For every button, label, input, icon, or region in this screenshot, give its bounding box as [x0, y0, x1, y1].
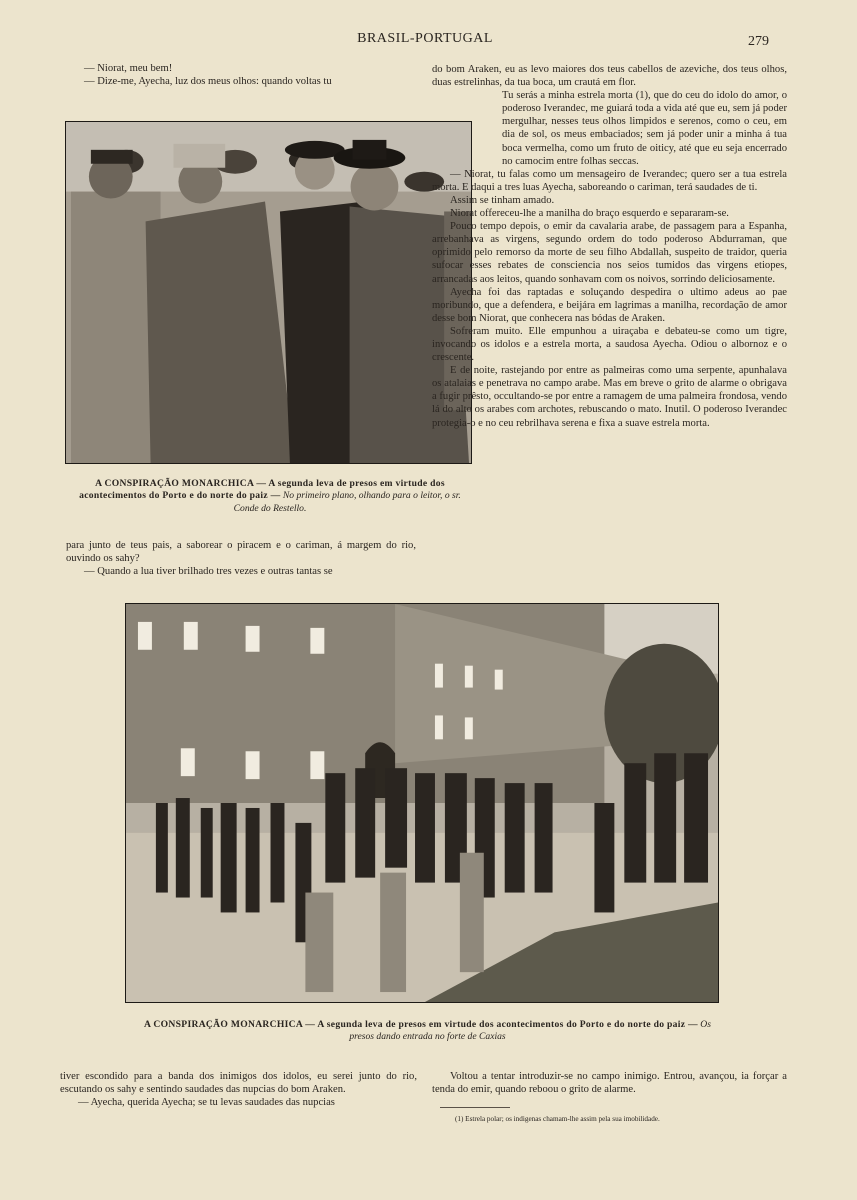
caption-italic: Os presos dando entrada no forte de Caxias [349, 1019, 711, 1043]
page-number: 279 [748, 34, 769, 49]
paragraph: — Dize-me, Ayecha, luz dos meus olhos: quando voltas tu [84, 76, 332, 88]
photo-caption-2 [140, 1019, 715, 1044]
paragraph: Sofreram muito. Elle empunhou a uiraçaba e debateu-se como um tigre, invocando os idolos e a estrela morta, a saudosa Ayecha. Odiou o albornoz e o crescente. [432, 325, 787, 364]
paragraph: — Niorat, tu falas como um mensageiro de Iverandec; quero ser a tua estrela morta. E daqui a tres luas Ayecha, saboreando o cariman, terá saudades de ti. [432, 168, 787, 193]
mid-left-text [66, 539, 416, 578]
photo-caption-1 [66, 478, 474, 515]
paragraph: Voltou a tentar introduzir-se no campo inimigo. Entrou, avançou, ia forçar a tenda do emir, quando reboou o grito de alarme. [432, 1071, 787, 1096]
caption-italic: No primeiro plano, olhando para o leitor, o sr. Conde do Restello. [233, 490, 461, 514]
bottom-right-text [432, 1070, 787, 1096]
paragraph: para junto de teus pais, a saborear o piracem e o cariman, á margem do rio, ouvindo os sahy? [66, 540, 416, 565]
bottom-left-text [60, 1070, 417, 1109]
photo-fort-caxias [125, 603, 719, 1003]
right-column-text [432, 63, 787, 430]
photo-prisoners-group [65, 121, 472, 464]
paragraph: Niorat offereceu-lhe a manilha do braço esquerdo e separaram-se. [450, 208, 729, 220]
paragraph: — Quando a lua tiver brilhado tres vezes e outras tantas se [84, 566, 333, 578]
footnote: (1) Estrela polar; os indigenas chamam-lhe assim pela sua imobilidade. [455, 1115, 660, 1123]
running-header: BRASIL-PORTUGAL [357, 31, 493, 46]
paragraph: E de noite, rastejando por entre as palmeiras como uma serpente, apunhalava os atalaias e penetrava no campo arabe. Mas em breve o grito de alarme o obrigava a fugir prêsto, occultando-se por entre a ramagem de uma palmeira frondosa, vendo lá do alto os arabes com archotes, rebuscando o mato. Inutil. O poderoso Iverandec protegia-o e no ceu rebrilhava serena e fixa a suave estrela morta. [432, 365, 787, 429]
paragraph: do bom Araken, eu as levo maiores dos teus cabellos de azeviche, dos teus olhos, duas estrelinhas, da tua boca, um crautá em flor. [432, 64, 787, 89]
paragraph: — Ayecha, querida Ayecha; se tu levas saudades das nupcias [78, 1097, 335, 1109]
paragraph: tiver escondido para a banda dos inimigos dos idolos, eu serei junto do rio, escutando os sahy e sentindo saudades das nupcias do bom Araken. [60, 1071, 417, 1096]
paragraph: — Niorat, meu bem! [84, 63, 173, 74]
footnote-rule [440, 1107, 510, 1108]
caption-lead: A CONSPIRAÇÃO MONARCHICA — A segunda leva de presos em virtude dos acontecimentos do Porto e do norte do paiz — [144, 1019, 698, 1030]
caption-lead: A CONSPIRAÇÃO MONARCHICA — A segunda leva de presos em virtude dos acontecimentos do Porto e do norte do paiz — [79, 478, 445, 502]
paragraph: Ayecha foi das raptadas e soluçando despedira o ultimo adeus ao pae moribundo, que a defendera, e beijára em lagrimas a manilha, recordação de amor desse bom Niorat, que conhecera nas bódas de Araken. [432, 286, 787, 324]
paragraph: Assim se tinham amado. [450, 194, 555, 206]
paragraph: Pouco tempo depois, o emir da cavalaria arabe, de passagem para a Espanha, arrebanhava as virgens, segundo ordem do todo poderoso Abdurraman, que oprimido pelo remorso da morte de seu filho Abdallah, suspeito de traidor, queria sufocar esses rebates de consciencia nos seios tumidos das virgens etiopes, arrancadas aos leitos, quando sonhavam com os noivos, sorrindo deliciosamente. [432, 221, 787, 285]
paragraph: Tu serás a minha estrela morta (1), que do ceu do idolo do amor, o poderoso Iverandec, me guiará toda a vida até que eu, sem já poder mergulhar, nesses teus olhos limpidos e serenos, como o ceu, em dia de sol, os meus embaciados; sem já poder unir a minha á tua boca vermelha, como um fruto de oiticy, até que eu seja encerrado no camocim entre folhas seccas. [502, 90, 787, 167]
top-left-text [66, 62, 416, 88]
